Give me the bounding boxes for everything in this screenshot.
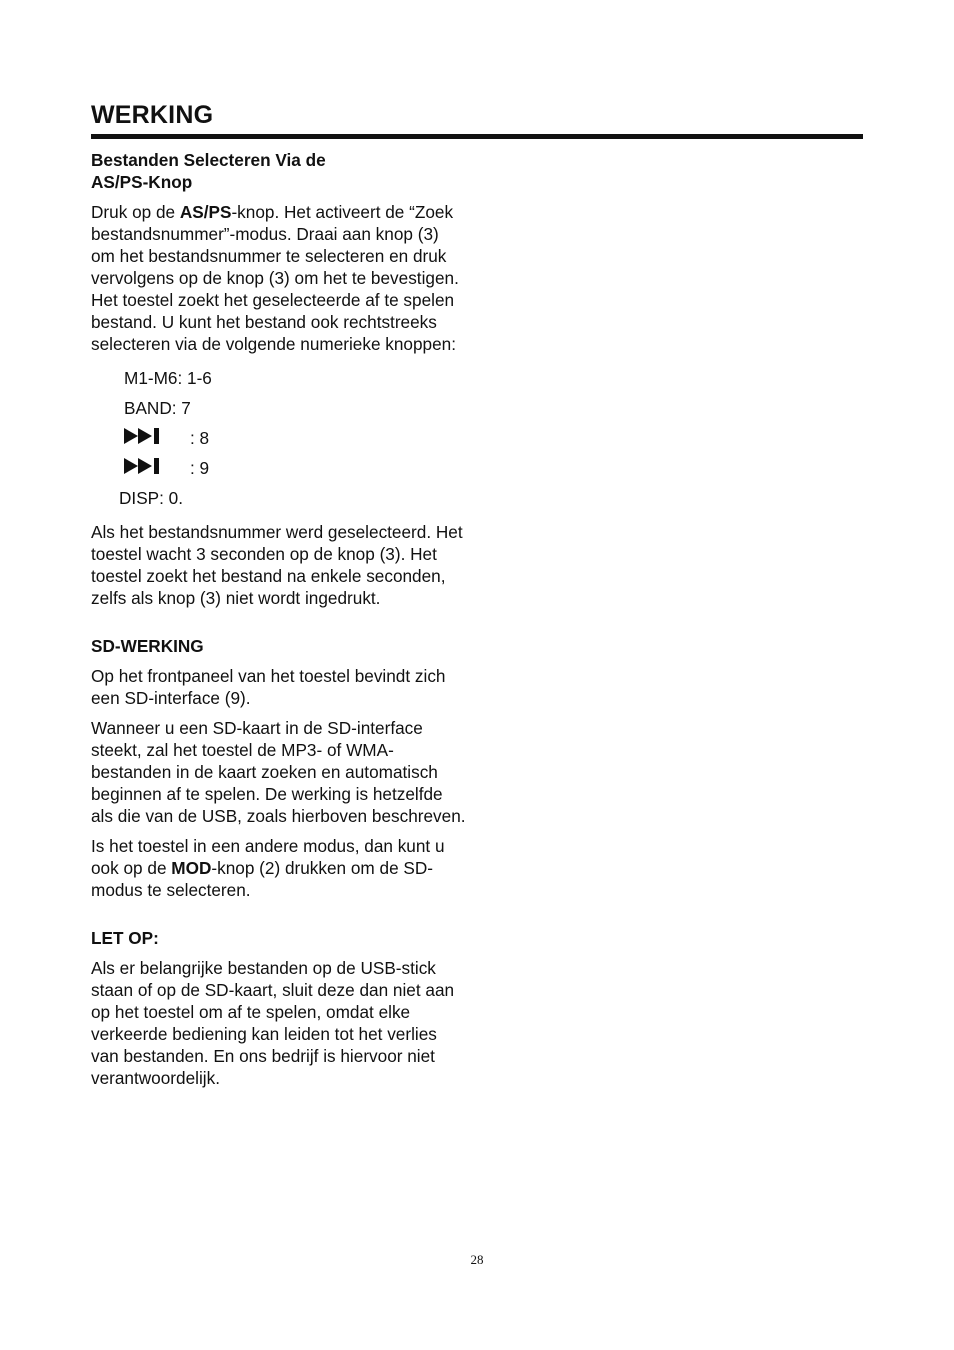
- list-item-band: BAND: 7: [124, 398, 191, 418]
- page-number: 28: [470, 1252, 484, 1267]
- section-heading-sd: SD-WERKING: [91, 636, 204, 656]
- list-item-next-8: [91, 423, 466, 453]
- skip-next-icon: [124, 457, 164, 475]
- sd-p3-pre: Is het toestel in een andere modus, dan kunt u ook op de: [91, 836, 445, 878]
- next-9-value: : 9: [190, 458, 210, 478]
- list-item-m1-m6: M1-M6: 1-6: [124, 368, 212, 388]
- heading-line-1: Bestanden Selecteren Via de: [91, 150, 326, 170]
- section-heading-let-op: LET OP:: [91, 928, 159, 948]
- sd-paragraph-2: Wanneer u een SD-kaart in de SD-interface steekt, zal het toestel de MP3- of WMA-bestanden in de kaart zoeken en automatisch beginnen af te spelen. De werking is hetzelfde als die van de USB, zoals hierboven beschreven.: [91, 718, 466, 826]
- next-8-value: : 8: [190, 428, 210, 448]
- intro-text-pre: Druk op de: [91, 202, 180, 222]
- numeric-button-list: [91, 363, 466, 513]
- let-op-paragraph: Als er belangrijke bestanden op de USB-stick staan of op de SD-kaart, sluit deze dan niet aan op het toestel om af te spelen, omdat elke verkeerde bediening kan leiden tot het verlies van bestanden. En ons bedrijf is hiervoor niet verantwoordelijk.: [91, 958, 455, 1088]
- intro-text-post: -knop. Het activeert de “Zoek bestandsnummer”-modus. Draai aan knop (3) om het bestandsnummer te selecteren en druk vervolgens op de knop (3) om het te bevestigen. Het toestel zoekt het geselecteerde af te spelen bestand. U kunt het bestand ook rechtstreeks selecteren via de volgende numerieke knoppen:: [91, 202, 459, 354]
- title-rule: [91, 134, 863, 139]
- sd-paragraph-3: [91, 835, 466, 901]
- skip-next-icon: [124, 427, 164, 445]
- heading-line-2: AS/PS-Knop: [91, 172, 193, 192]
- file-select-intro: [91, 201, 466, 355]
- as-ps-keyword: AS/PS: [179, 202, 232, 222]
- sd-p3-post: -knop (2) drukken om de SD-modus te selecteren.: [91, 858, 434, 900]
- main-column: [91, 149, 466, 1097]
- page-title: WERKING: [91, 101, 214, 129]
- list-item-disp: DISP: 0.: [119, 488, 183, 508]
- sd-paragraph-1: Op het frontpaneel van het toestel bevindt zich een SD-interface (9).: [91, 666, 446, 708]
- list-item-next-9: [91, 453, 466, 483]
- section-heading-file-select: [91, 149, 466, 193]
- mod-keyword: MOD: [171, 858, 212, 878]
- file-select-after: Als het bestandsnummer werd geselecteerd. Het toestel wacht 3 seconden op de knop (3). Het toestel zoekt het bestand na enkele seconden, zelfs als knop (3) niet wordt ingedrukt.: [91, 522, 463, 608]
